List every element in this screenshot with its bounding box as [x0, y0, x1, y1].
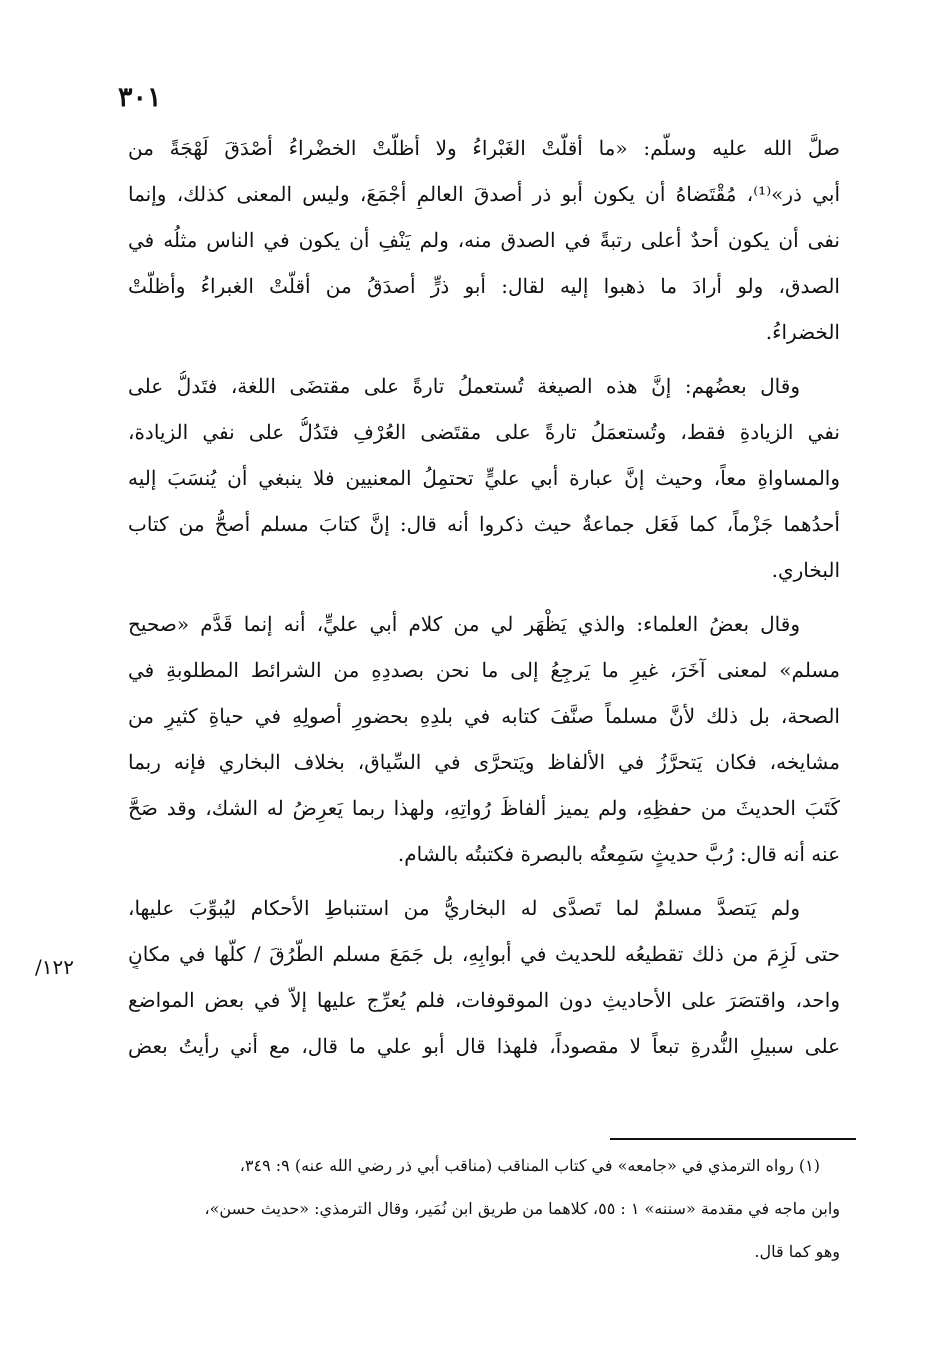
- text-line: أبي ذر»⁽¹⁾، مُقْتَضاهُ أن يكون أبو ذر أصدقَ العالمِ أجْمَعَ، وليس المعنى كذلك، وإنما: [128, 182, 840, 206]
- text-line: الخضراءُ.: [765, 320, 840, 344]
- text-line: حتى لَزِمَ من ذلك تقطيعُه للحديث في أبوابِهِ، بل جَمَعَ مسلم الطُّرُقَ / كلَّها في مكانٍ: [128, 942, 840, 966]
- text-line: البخاري.: [771, 558, 840, 582]
- text-line: مشايخه، فكان يَتحرَّزُ في الألفاظ ويَتحرَّى في السِّياق، بخلاف البخاري فإنه ربما: [128, 750, 840, 774]
- footnote-line: وهو كما قال.: [754, 1242, 840, 1261]
- footnote-divider: [610, 1138, 856, 1140]
- text-line: كَتَبَ الحديثَ من حفظِهِ، ولم يميز ألفاظَ رُواتِهِ، ولهذا ربما يَعرِضُ له الشك، وقد صَحَّ: [128, 796, 840, 820]
- text-line: مسلم» لمعنى آخَرَ، غيرِ ما يَرجِعُ إلى ما نحن بصددِهِ من الشرائط المطلوبةِ في: [128, 658, 840, 682]
- footnote-line: (١) رواه الترمذي في «جامعه» في كتاب المناقب (مناقب أبي ذر رضي الله عنه) ٩: ٣٤٩،: [239, 1156, 820, 1175]
- text-line: ولم يَتصدَّ مسلمٌ لما تَصدَّى له البخاريُّ من استنباطِ الأحكام ليُبوِّبَ عليها،: [128, 896, 800, 920]
- main-text: [128, 133, 840, 1077]
- text-line: وقال بعضُ العلماء: والذي يَظْهَر لي من كلام أبي عليٍّ، أنه إنما قَدَّم «صحيح: [128, 612, 800, 636]
- margin-page-reference: ١٢٢/: [35, 955, 74, 979]
- footnote-line: وابن ماجه في مقدمة «سننه» ١ : ٥٥، كلاهما من طريق ابن نُمَير، وقال الترمذي: «حديث حسن»،: [204, 1199, 840, 1218]
- footnotes: [150, 1152, 840, 1281]
- text-line: نفى أن يكون أحدٌ أعلى رتبةً في الصدق منه، ولم يَنْفِ أن يكون في الناس مثلُه في: [128, 228, 840, 252]
- text-line: والمساواةِ معاً، وحيث إنَّ عبارة أبي عليٍّ تحتمِلُ المعنيين فلا ينبغي أن يُنسَبَ إليه: [128, 466, 840, 490]
- text-line: عنه أنه قال: رُبَّ حديثٍ سَمِعتُه بالبصرة فكتبتُه بالشام.: [397, 842, 840, 866]
- text-line: واحد، واقتصَرَ على الأحاديثِ دون الموقوفات، فلم يُعرِّج عليها إلاّ في بعض المواضع: [128, 988, 840, 1012]
- text-line: الصدق، ولو أرادَ ما ذهبوا إليه لقال: أبو ذرٍّ أصدَقُ من أقلَّتْ الغبراءُ وأظلَّتْ: [128, 274, 840, 298]
- text-line: على سبيلِ النُّدرةِ تبعاً لا مقصوداً، فلهذا قال أبو علي ما قال، مع أني رأيتُ بعض: [128, 1034, 840, 1058]
- text-line: وقال بعضُهم: إنَّ هذه الصيغة تُستعملُ تارةً على مقتضَى اللغة، فتَدلُّ على: [128, 374, 800, 398]
- text-line: صلَّ الله عليه وسلَّم: «ما أقلَّتْ الغَبْراءُ ولا أظلَّتْ الخضْراءُ أصْدَقَ لَهْجَةً من: [128, 136, 840, 160]
- text-line: أحدُهما جَزْماً، كما فَعَل جماعةٌ حيث ذكروا أنه قال: إنَّ كتابَ مسلم أصحُّ من كتاب: [128, 512, 840, 536]
- page-number: ٣٠١: [118, 82, 162, 113]
- text-line: نفي الزيادةِ فقط، وتُستعمَلُ تارةً على مقتَضى العُرْفِ فتَدُلُّ على نفي الزيادة،: [128, 420, 840, 444]
- text-line: الصحة، بل ذلك لأنَّ مسلماً صنَّفَ كتابه في بلدِهِ بحضورِ أصولِهِ في حياةِ كثيرٍ من: [128, 704, 840, 728]
